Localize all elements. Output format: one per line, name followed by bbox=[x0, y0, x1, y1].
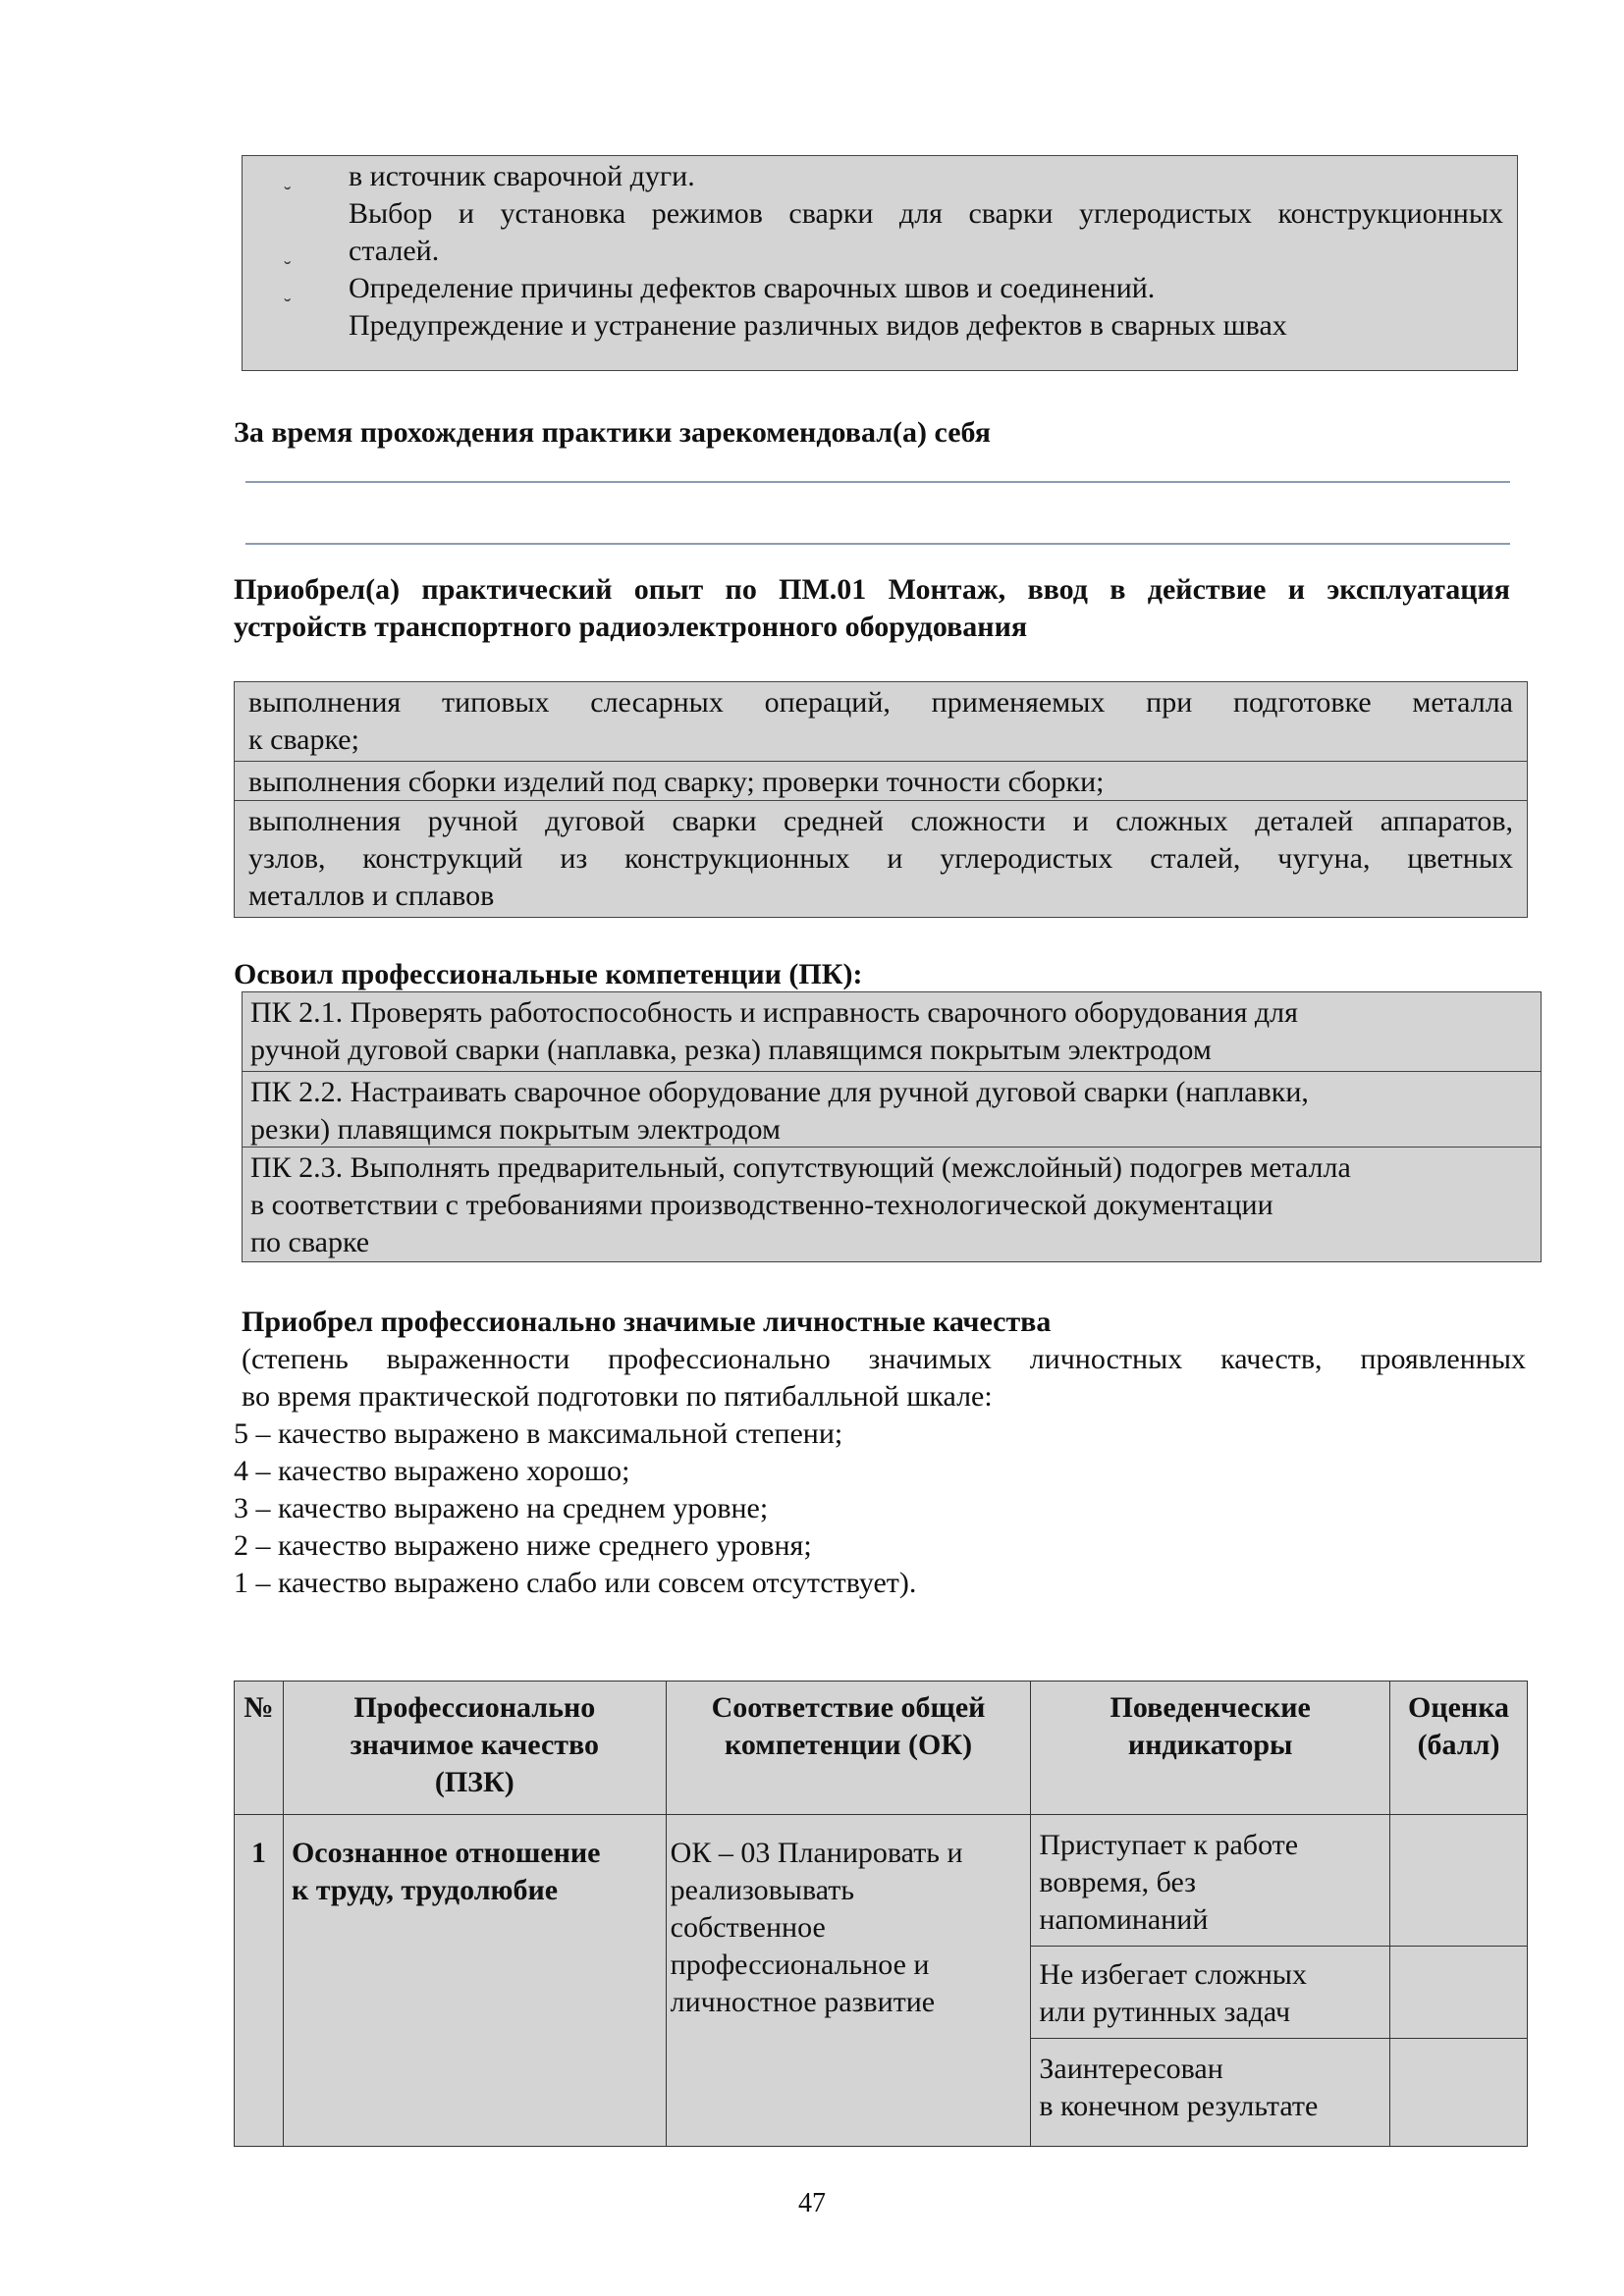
fill-in-line bbox=[245, 481, 1510, 483]
experience-row bbox=[234, 681, 1528, 762]
header-pzk: Профессионально значимое качество (ПЗК) bbox=[283, 1682, 666, 1815]
qualities-table bbox=[234, 1681, 1528, 2147]
competency-row-line: ручной дуговой сварки (наплавка, резка) плавящимся покрытым электродом bbox=[250, 1034, 1212, 1066]
bullet-icon: ˘ bbox=[284, 256, 292, 281]
top-box-line: в источник сварочной дуги. bbox=[349, 160, 695, 192]
experience-heading-cont: устройств транспортного радиоэлектронного оборудования bbox=[234, 611, 1028, 643]
row-score-cell[interactable] bbox=[1390, 1947, 1528, 2039]
experience-row-line: узлов, конструкций из конструкционных и углеродистых сталей, чугуна, цветных bbox=[248, 842, 1513, 875]
table-header-row bbox=[235, 1682, 1528, 1815]
row-indicator: Заинтересован в конечном результате bbox=[1031, 2039, 1390, 2147]
row-ok: ОК – 03 Планировать и реализовывать собственное профессиональное и личностное развитие bbox=[666, 1815, 1031, 2147]
row-indicator: Приступает к работе вовремя, без напоминаний bbox=[1031, 1815, 1390, 1947]
experience-row-line: выполнения ручной дуговой сварки средней сложности и сложных деталей аппаратов, bbox=[248, 805, 1513, 837]
scale-item: 2 – качество выражено ниже среднего уровня; bbox=[234, 1529, 812, 1562]
competency-row-line: ПК 2.3. Выполнять предварительный, сопутствующий (межслойный) подогрев металла bbox=[250, 1151, 1351, 1184]
scale-item: 5 – качество выражено в максимальной степени; bbox=[234, 1417, 843, 1450]
experience-row-line: металлов и сплавов bbox=[248, 880, 495, 912]
competency-row-line: ПК 2.1. Проверять работоспособность и исправность сварочного оборудования для bbox=[250, 996, 1298, 1029]
top-box-line: Определение причины дефектов сварочных швов и соединений. bbox=[349, 272, 1156, 304]
fill-in-line bbox=[245, 543, 1510, 545]
competency-row-line: резки) плавящимся покрытым электродом bbox=[250, 1113, 781, 1146]
header-indicators: Поведенческие индикаторы bbox=[1031, 1682, 1390, 1815]
bullet-icon: ˘ bbox=[284, 182, 292, 206]
table-row bbox=[235, 1815, 1528, 1947]
qualities-intro-cont: во время практической подготовки по пятибалльной шкале: bbox=[242, 1380, 993, 1413]
page-number: 47 bbox=[798, 2188, 826, 2218]
header-num: № bbox=[235, 1682, 284, 1815]
row-score-cell[interactable] bbox=[1390, 2039, 1528, 2147]
competencies-heading: Освоил профессиональные компетенции (ПК): bbox=[234, 958, 863, 990]
experience-row-line: выполнения типовых слесарных операций, применяемых при подготовке металла bbox=[248, 686, 1513, 719]
row-indicator: Не избегает сложных или рутинных задач bbox=[1031, 1947, 1390, 2039]
competency-row bbox=[242, 1071, 1542, 1148]
row-score-cell[interactable] bbox=[1390, 1815, 1528, 1947]
scale-item: 4 – качество выражено хорошо; bbox=[234, 1455, 630, 1487]
recommended-heading: За время прохождения практики зарекомендовал(а) себя bbox=[234, 416, 992, 449]
experience-row-line: к сварке; bbox=[248, 723, 359, 756]
experience-row-line: выполнения сборки изделий под сварку; проверки точности сборки; bbox=[248, 766, 1105, 798]
top-box-line: Выбор и установка режимов сварки для сварки углеродистых конструкционных bbox=[349, 197, 1503, 230]
scale-item: 3 – качество выражено на среднем уровне; bbox=[234, 1492, 769, 1524]
top-skills-box bbox=[242, 155, 1518, 371]
competency-row-line: ПК 2.2. Настраивать сварочное оборудование для ручной дуговой сварки (наплавки, bbox=[250, 1076, 1309, 1108]
header-ok: Соответствие общей компетенции (ОК) bbox=[666, 1682, 1031, 1815]
bullet-icon: ˘ bbox=[284, 294, 292, 318]
qualities-heading: Приобрел профессионально значимые личностные качества bbox=[242, 1306, 1052, 1338]
competency-row-line: по сварке bbox=[250, 1226, 370, 1258]
top-box-line: Предупреждение и устранение различных видов дефектов в сварных швах bbox=[349, 309, 1287, 342]
experience-row bbox=[234, 761, 1528, 801]
header-score: Оценка (балл) bbox=[1390, 1682, 1528, 1815]
competency-row bbox=[242, 1147, 1542, 1262]
qualities-intro: (степень выраженности профессионально значимых личностных качеств, проявленных bbox=[242, 1343, 1526, 1375]
experience-row bbox=[234, 800, 1528, 918]
top-box-line: сталей. bbox=[349, 235, 440, 267]
row-num: 1 bbox=[235, 1815, 284, 2147]
scale-item: 1 – качество выражено слабо или совсем отсутствует). bbox=[234, 1567, 917, 1599]
competency-row bbox=[242, 991, 1542, 1072]
experience-heading: Приобрел(а) практический опыт по ПМ.01 Монтаж, ввод в действие и эксплуатация bbox=[234, 573, 1510, 606]
row-quality: Осознанное отношение к труду, трудолюбие bbox=[283, 1815, 666, 2147]
competency-row-line: в соответствии с требованиями производственно-технологической документации bbox=[250, 1189, 1273, 1221]
